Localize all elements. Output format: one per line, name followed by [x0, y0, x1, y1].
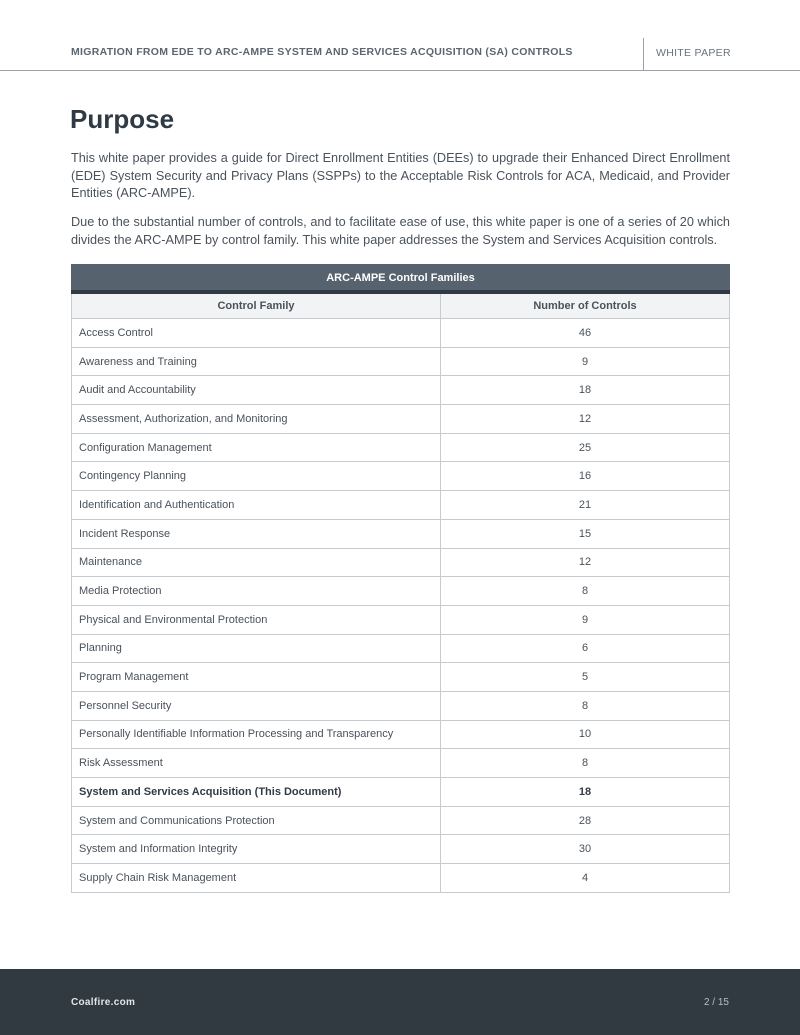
- control-count-cell: 18: [441, 376, 730, 405]
- control-count-cell: 9: [441, 605, 730, 634]
- table-row: [72, 319, 730, 348]
- control-family-cell: Contingency Planning: [72, 462, 441, 491]
- table-row: [72, 347, 730, 376]
- control-family-cell: System and Services Acquisition (This Document): [72, 778, 441, 807]
- table-row: [72, 634, 730, 663]
- control-count-cell: 5: [441, 663, 730, 692]
- control-count-cell: 9: [441, 347, 730, 376]
- footer-site: Coalfire.com: [71, 997, 136, 1008]
- table-row-highlighted: [72, 778, 730, 807]
- table-row: [72, 376, 730, 405]
- control-family-cell: Awareness and Training: [72, 347, 441, 376]
- control-count-cell: 16: [441, 462, 730, 491]
- table-caption: ARC-AMPE Control Families: [72, 265, 730, 293]
- table-row: [72, 605, 730, 634]
- control-count-cell: 30: [441, 835, 730, 864]
- control-family-cell: System and Communications Protection: [72, 806, 441, 835]
- control-family-cell: Personnel Security: [72, 691, 441, 720]
- header-title: MIGRATION FROM EDE TO ARC-AMPE SYSTEM AND SERVICES ACQUISITION (SA) CONTROLS: [71, 46, 573, 58]
- control-count-cell: 25: [441, 433, 730, 462]
- control-count-cell: 6: [441, 634, 730, 663]
- control-count-cell: 4: [441, 864, 730, 893]
- control-count-cell: 28: [441, 806, 730, 835]
- table-row: [72, 405, 730, 434]
- page-number: 2 / 15: [703, 997, 729, 1008]
- table-row: [72, 491, 730, 520]
- purpose-paragraph-2: Due to the substantial number of controls, and to facilitate ease of use, this white paper is one of a series of 20 which divides the ARC-AMPE by control family. This white paper addresses the System and Services Acquisition controls.: [71, 215, 730, 247]
- control-count-cell: 15: [441, 519, 730, 548]
- control-family-cell: Media Protection: [72, 577, 441, 606]
- control-count-cell: 8: [441, 749, 730, 778]
- page-header: [0, 0, 800, 71]
- control-count-cell: 12: [441, 548, 730, 577]
- header-divider: [643, 38, 644, 70]
- table-row: [72, 519, 730, 548]
- table-row: [72, 864, 730, 893]
- control-family-cell: Supply Chain Risk Management: [72, 864, 441, 893]
- control-family-cell: Program Management: [72, 663, 441, 692]
- table-row: [72, 691, 730, 720]
- column-header-control-family: Control Family: [72, 292, 441, 319]
- control-family-cell: Access Control: [72, 319, 441, 348]
- column-header-number-of-controls: Number of Controls: [441, 292, 730, 319]
- control-count-cell: 21: [441, 491, 730, 520]
- table-row: [72, 749, 730, 778]
- table-row: [72, 663, 730, 692]
- control-count-cell: 46: [441, 319, 730, 348]
- control-families-table: [71, 264, 730, 893]
- table-row: [72, 835, 730, 864]
- control-family-cell: Planning: [72, 634, 441, 663]
- control-family-cell: Identification and Authentication: [72, 491, 441, 520]
- control-count-cell: 8: [441, 691, 730, 720]
- table-row: [72, 433, 730, 462]
- table-row: [72, 577, 730, 606]
- table-row: [72, 806, 730, 835]
- control-family-cell: Physical and Environmental Protection: [72, 605, 441, 634]
- control-count-cell: 12: [441, 405, 730, 434]
- control-family-cell: Risk Assessment: [72, 749, 441, 778]
- table-row: [72, 720, 730, 749]
- control-family-cell: Incident Response: [72, 519, 441, 548]
- purpose-paragraph-1: This white paper provides a guide for Direct Enrollment Entities (DEEs) to upgrade their Enhanced Direct Enrollment (EDE) System Security and Privacy Plans (SSPPs) to the Acceptable Risk Controls for ACA, Medicaid, and Provider Entities (ARC-AMPE).: [71, 151, 730, 200]
- control-family-cell: Assessment, Authorization, and Monitoring: [72, 405, 441, 434]
- control-family-cell: System and Information Integrity: [72, 835, 441, 864]
- control-count-cell: 8: [441, 577, 730, 606]
- control-count-cell: 18: [441, 778, 730, 807]
- control-family-cell: Maintenance: [72, 548, 441, 577]
- control-family-cell: Configuration Management: [72, 433, 441, 462]
- control-count-cell: 10: [441, 720, 730, 749]
- control-family-cell: Personally Identifiable Information Processing and Transparency: [72, 720, 441, 749]
- control-family-cell: Audit and Accountability: [72, 376, 441, 405]
- page-title: Purpose: [70, 104, 175, 134]
- table-row: [72, 462, 730, 491]
- header-tag: WHITE PAPER: [656, 47, 731, 59]
- page-footer: [0, 969, 800, 1035]
- table-row: [72, 548, 730, 577]
